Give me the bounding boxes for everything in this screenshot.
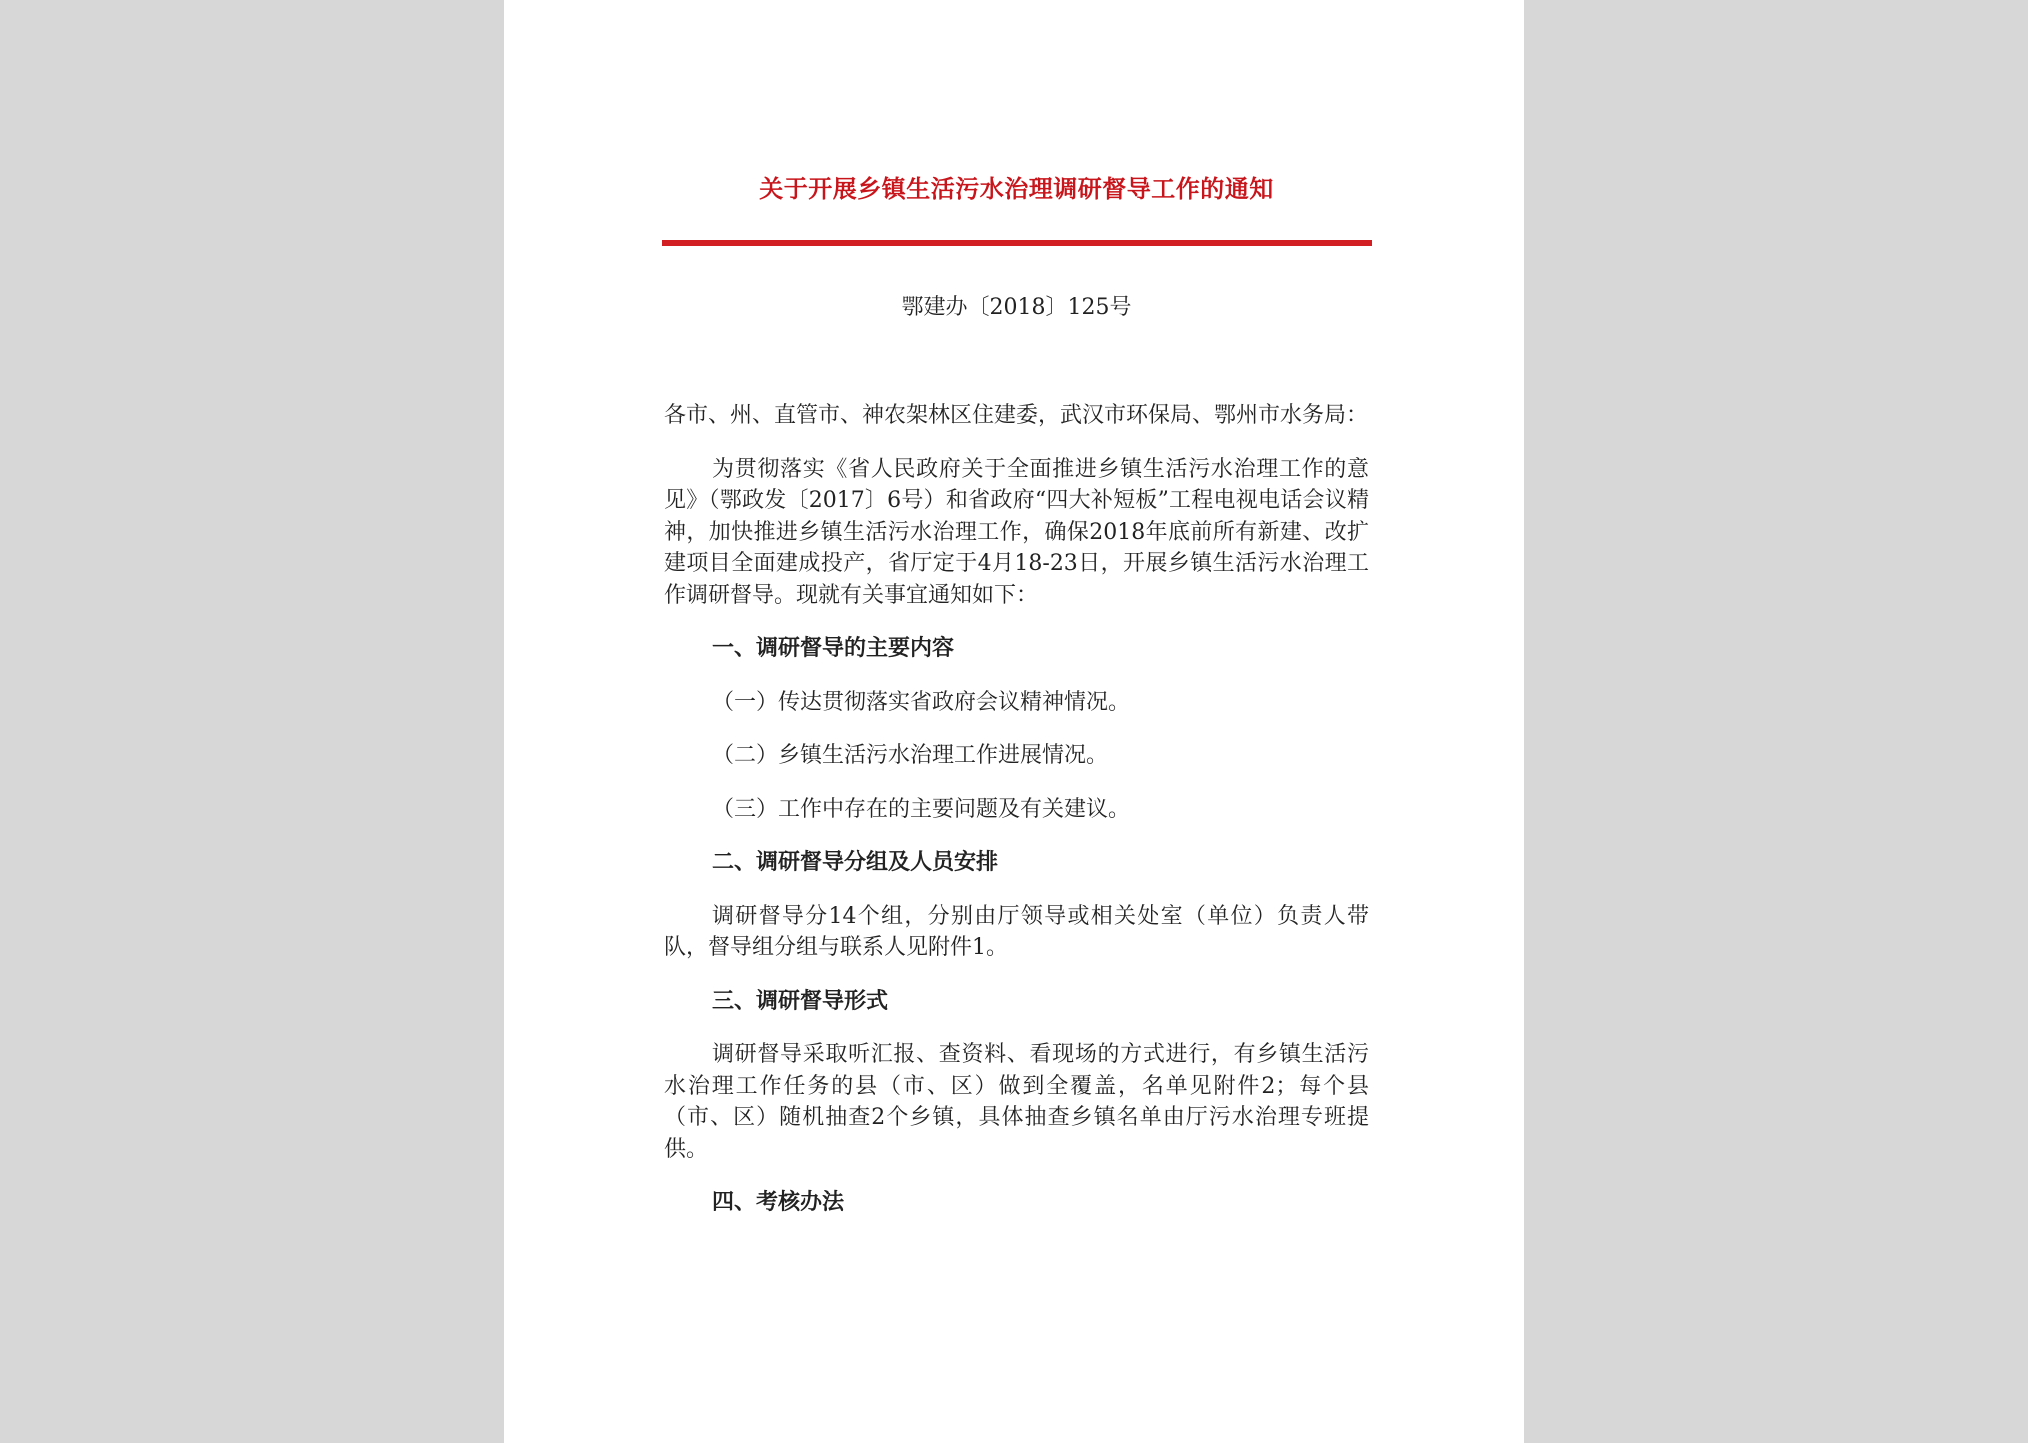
intro-paragraph: 为贯彻落实《省人民政府关于全面推进乡镇生活污水治理工作的意见》（鄂政发〔2017〕6号）和省政府“四大补短板”工程电视电话会议精神，加快推进乡镇生活污水治理工作，确保2018年底前所有新建、改扩建项目全面建成投产，省厅定于4月18-23日，开展乡镇生活污水治理工作调研督导。现就有关事宜通知如下： <box>664 456 1369 608</box>
document-page <box>504 0 1524 1443</box>
section-heading-4: 四、考核办法 <box>712 1189 845 1215</box>
document-body <box>664 400 1369 1219</box>
section-paragraph-3: 调研督导采取听汇报、查资料、看现场的方式进行，有乡镇生活污水治理工作任务的县（市、区）做到全覆盖，名单见附件2；每个县（市、区）随机抽查2个乡镇，具体抽查乡镇名单由厅污水治理专班提供。 <box>664 1042 1369 1162</box>
document-title: 关于开展乡镇生活污水治理调研督导工作的通知 <box>759 174 1274 203</box>
section-item-2: （二）乡镇生活污水治理工作进展情况。 <box>712 743 1109 768</box>
title-divider <box>662 240 1372 246</box>
section-heading-3: 三、调研督导形式 <box>712 987 889 1014</box>
section-heading-1: 一、调研督导的主要内容 <box>712 635 955 661</box>
section-paragraph-2: 调研督导分14个组，分别由厅领导或相关处室（单位）负责人带队，督导组分组与联系人见附件1。 <box>664 903 1369 960</box>
section-item-3: （三）工作中存在的主要问题及有关建议。 <box>712 796 1131 822</box>
section-item-1: （一）传达贯彻落实省政府会议精神情况。 <box>712 689 1131 715</box>
recipient-line: 各市、州、直管市、神农架林区住建委，武汉市环保局、鄂州市水务局： <box>664 403 1369 428</box>
section-heading-2: 二、调研督导分组及人员安排 <box>712 849 999 875</box>
document-number: 鄂建办〔2018〕125号 <box>901 295 1132 320</box>
